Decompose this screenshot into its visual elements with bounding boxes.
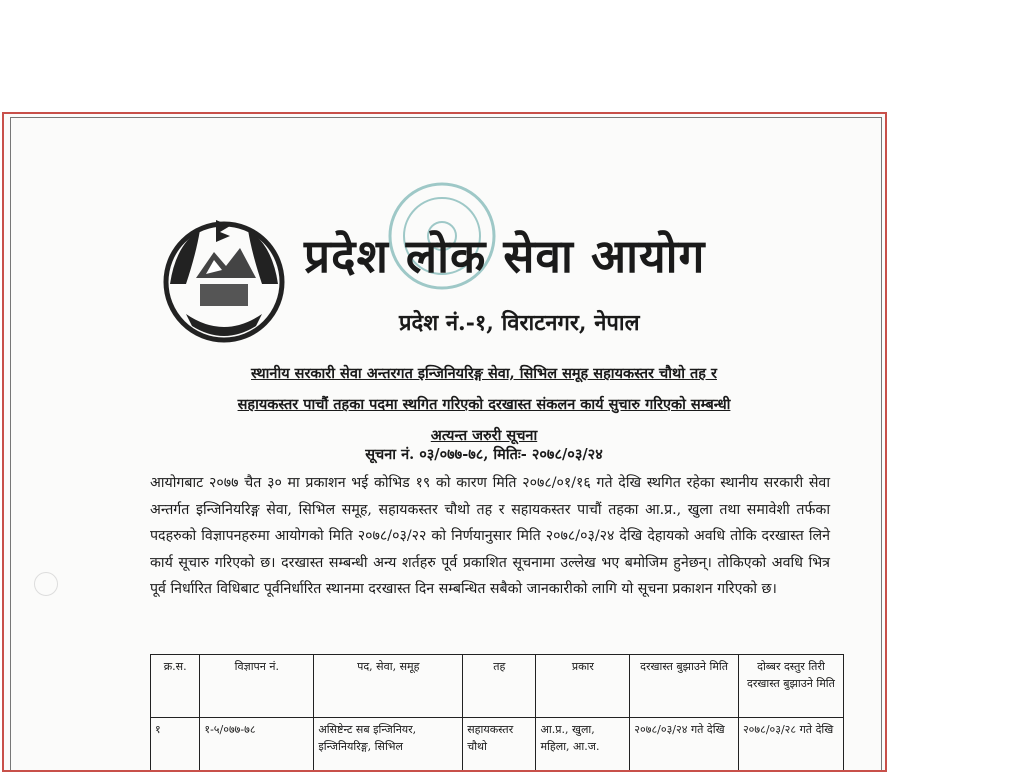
cell-ad-number: १-५/०७७-७८ [200, 718, 314, 772]
table-row [151, 718, 844, 772]
scan-artifact [34, 572, 58, 596]
commission-title: प्रदेश लोक सेवा आयोग [304, 224, 804, 286]
notice-table [150, 654, 844, 772]
cell-level: सहायकस्तर चौथो [463, 718, 536, 772]
col-double-fee-date: दोब्बर दस्तुर तिरी दरखास्त बुझाउने मिति [738, 655, 843, 718]
notice-document [2, 112, 887, 772]
notice-heading-line1: स्थानीय सरकारी सेवा अन्तरगत इन्जिनियरिङ्ग सेवा, सिभिल समूह सहायकस्तर चौथो तह र [251, 365, 717, 382]
col-type: प्रकार [536, 655, 630, 718]
col-serial: क्र.स. [151, 655, 200, 718]
notice-body: आयोगबाट २०७७ चैत ३० मा प्रकाशन भई कोभिड १९ को कारण मिति २०७८/०१/१६ गते देखि स्थगित रहेका स्थानीय सरकारी सेवा अन्तर्गत इन्जिनियरिङ्ग सेवा, सिभिल समूह, सहायकस्तर चौथो तह र सहायकस्तर पाचौं तहका आ.प्र., खुला तथा समावेशी तर्फका पदहरुको विज्ञापनहरुमा आयोगको मिति २०७८/०३/२२ को निर्णयानुसार मिति २०७८/०३/२४ देखि देहायको अवधि तोकि दरखास्त लिने कार्य सूचारु गरिएको छ। दरखास्त सम्बन्धी अन्य शर्तहरु पूर्व प्रकाशित सूचनामा उल्लेख भए बमोजिम हुनेछन्। तोकिएको अवधि भित्र पूर्व निर्धारित विधिबाट पूर्वनिर्धारित स्थानमा दरखास्त दिन सम्बन्धित सबैको जानकारीको लागि यो सूचना प्रकाशन गरिएको छ। [150, 470, 830, 603]
cell-application-date: २०७८/०३/२४ गते देखि [630, 718, 739, 772]
notice-heading [104, 358, 864, 451]
table-header-row [151, 655, 844, 718]
col-post-service-group: पद, सेवा, समूह [314, 655, 463, 718]
col-ad-number: विज्ञापन नं. [200, 655, 314, 718]
cell-type: आ.प्र., खुला, महिला, आ.ज. [536, 718, 630, 772]
col-application-date: दरखास्त बुझाउने मिति [630, 655, 739, 718]
col-level: तह [463, 655, 536, 718]
cell-post-service-group: असिष्टेन्ट सब इन्जिनियर, इन्जिनियरिङ्ग, सिभिल [314, 718, 463, 772]
notice-heading-line3: अत्यन्त जरुरी सूचना [431, 427, 537, 444]
nepal-government-emblem-icon [156, 214, 292, 344]
cell-serial: १ [151, 718, 200, 772]
notice-number-date: सूचना नं. ०३/०७७-७८, मितिः- २०७८/०३/२४ [104, 444, 864, 464]
commission-address: प्रदेश नं.-१, विराटनगर, नेपाल [399, 307, 719, 337]
notice-heading-line2: सहायकस्तर पाचौं तहका पदमा स्थगित गरिएको दरखास्त संकलन कार्य सुचारु गरिएको सम्बन्धी [238, 396, 731, 413]
cell-double-fee-date: २०७८/०३/२८ गते देखि [738, 718, 843, 772]
